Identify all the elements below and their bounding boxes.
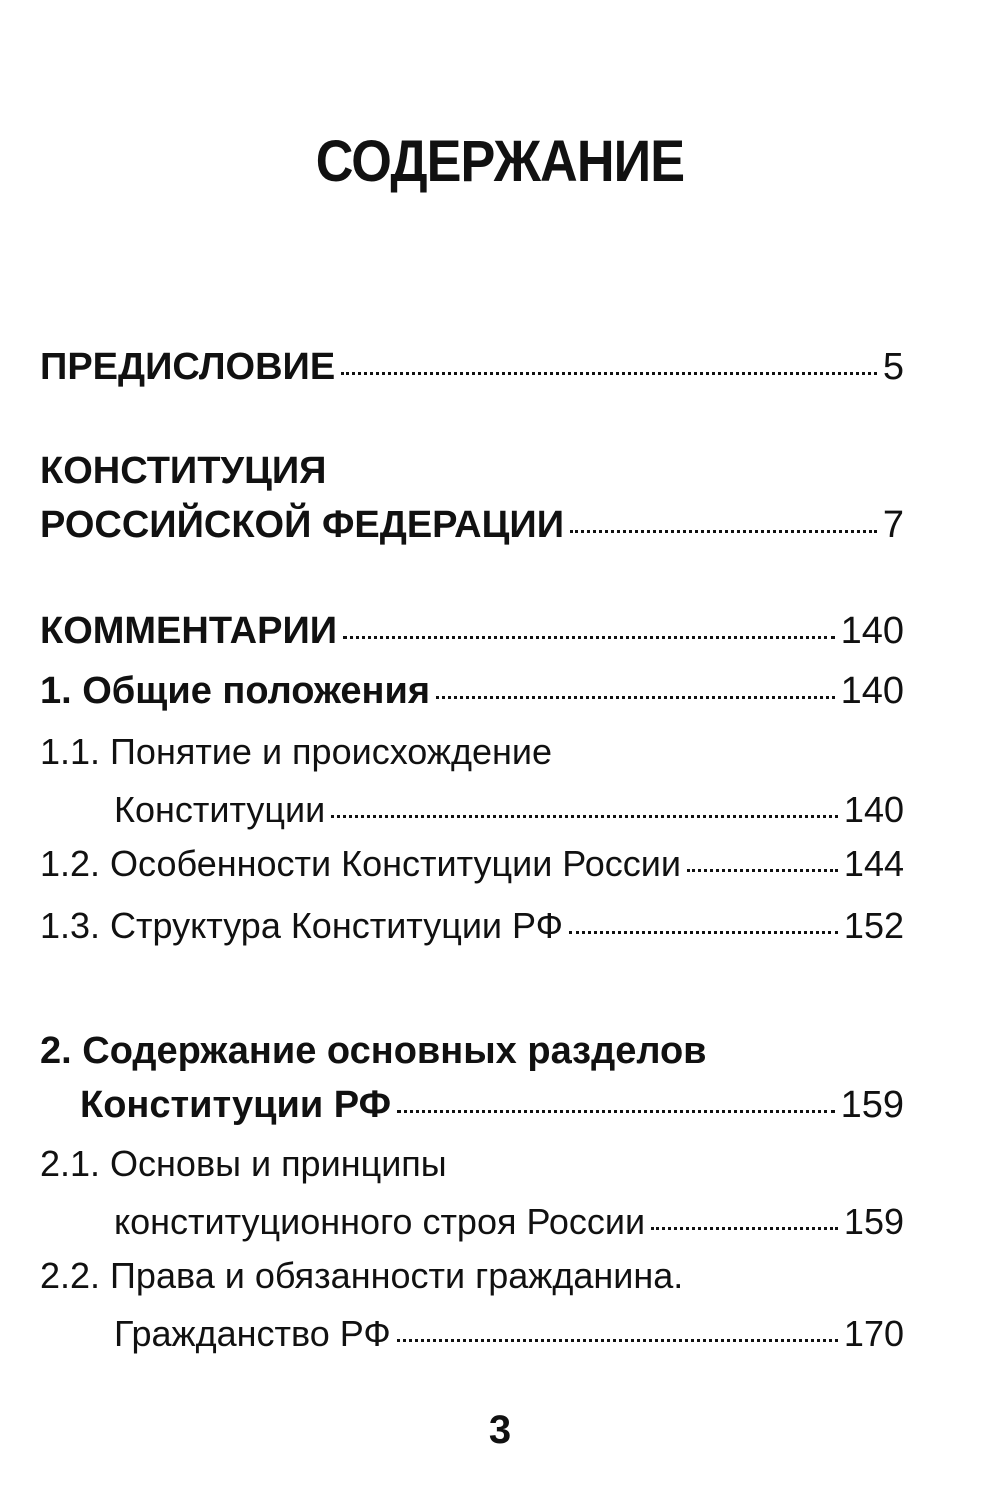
toc-entry-label: 1.3. Структура Конституции РФ bbox=[40, 905, 564, 946]
toc-entry-label-continued: РОССИЙСКОЙ ФЕДЕРАЦИИ bbox=[40, 504, 565, 546]
toc-entry-label-continued: Конституции bbox=[114, 789, 326, 830]
toc-page-number: 144 bbox=[843, 843, 904, 884]
dot-leader bbox=[341, 372, 877, 375]
toc-page-number: 140 bbox=[840, 670, 904, 712]
dot-leader bbox=[343, 636, 835, 639]
page-title: СОДЕРЖАНИЕ bbox=[315, 129, 685, 194]
toc-entry-section-1-3 bbox=[40, 905, 904, 946]
toc-page-number: 5 bbox=[882, 346, 904, 388]
toc-entry-label: КОММЕНТАРИИ bbox=[40, 610, 338, 652]
toc-entry-label: 2.2. Права и обязанности гражданина. bbox=[40, 1255, 684, 1296]
toc-page-number: 170 bbox=[843, 1313, 904, 1354]
dot-leader bbox=[331, 815, 838, 818]
dot-leader bbox=[651, 1227, 838, 1230]
toc-entry-section-1-1 bbox=[40, 731, 904, 830]
toc-entry-label: КОНСТИТУЦИЯ bbox=[40, 450, 327, 492]
toc-page-number: 7 bbox=[882, 504, 904, 546]
toc-entry-comments bbox=[40, 612, 904, 650]
toc-page-number: 159 bbox=[843, 1201, 904, 1242]
toc-entry-label: 1.2. Особенности Конституции России bbox=[40, 843, 681, 884]
toc-entry-constitution bbox=[40, 452, 904, 544]
toc-entry-label: ПРЕДИСЛОВИЕ bbox=[40, 346, 336, 388]
toc-page-number: 152 bbox=[843, 905, 904, 946]
dot-leader bbox=[570, 530, 877, 533]
toc-entry-section-2-2 bbox=[40, 1255, 904, 1354]
dot-leader bbox=[397, 1339, 838, 1342]
dot-leader bbox=[436, 696, 835, 699]
toc-entry-section-1-2 bbox=[40, 843, 904, 884]
toc-entry-label-continued: Конституции РФ bbox=[80, 1084, 392, 1126]
toc-entry-label: 2.1. Основы и принципы bbox=[40, 1143, 447, 1184]
toc-entry-section-2-1 bbox=[40, 1143, 904, 1242]
toc-entry-label: 1.1. Понятие и происхождение bbox=[40, 731, 553, 772]
toc-page-number: 159 bbox=[840, 1084, 904, 1126]
dot-leader bbox=[569, 931, 838, 934]
toc-entry-section-1 bbox=[40, 672, 904, 710]
toc-entry-section-2 bbox=[40, 1032, 904, 1124]
toc-entry-label: 1. Общие положения bbox=[40, 670, 431, 712]
toc-page-number: 140 bbox=[840, 610, 904, 652]
dot-leader bbox=[687, 869, 838, 872]
dot-leader bbox=[397, 1110, 835, 1113]
toc-entry-label: 2. Содержание основных разделов bbox=[40, 1030, 707, 1072]
toc-entry-label-continued: конституционного строя России bbox=[114, 1201, 646, 1242]
toc-entry-label-continued: Гражданство РФ bbox=[114, 1313, 391, 1354]
toc-entry-preface bbox=[40, 348, 904, 386]
toc-page-number: 140 bbox=[843, 789, 904, 830]
page-number: 3 bbox=[488, 1408, 512, 1452]
